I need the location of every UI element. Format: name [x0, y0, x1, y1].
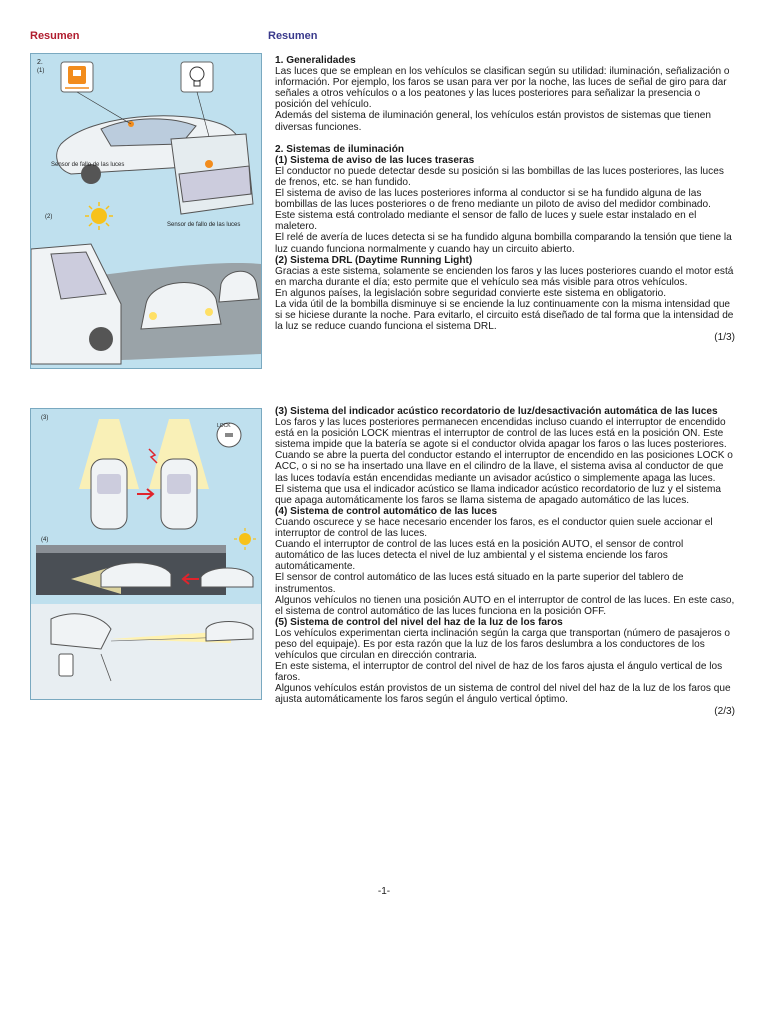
- paragraph: El sistema de aviso de las luces posteriores informa al conductor si se ha fundido alguna de las bombillas de las luces posteriores o de freno mediante un piloto de aviso del medidor combinado.: [275, 188, 711, 211]
- figure-lighting-systems-2: [30, 408, 262, 700]
- paragraph: Las luces que se emplean en los vehículos se clasifican según su utilidad: iluminación, señalización o información. Por ejemplo, los faros se usan para ver por la noche, las luces de señal de giro para dar señales a otros vehículos o a los peatones y las luces posteriores para señalizar la presencia o posición del vehículo.: [275, 66, 730, 111]
- heading-control-automatico: (4) Sistema de control automático de las luces: [275, 505, 498, 517]
- paragraph: El sistema que usa el indicador acústico se llama indicador acústico recordatorio de luz y el sistema que apaga automáticamente los faros se llama sistema de apagado automático de las luces.: [275, 483, 722, 506]
- header-left-title: Resumen: [30, 30, 80, 42]
- paragraph: Este sistema está controlado mediante el sensor de fallo de luces y suele estar instalado en el maletero.: [275, 210, 697, 233]
- figure-lighting-systems-1: [30, 53, 262, 369]
- paragraph: Algunos vehículos no tienen una posición AUTO en el interruptor de control de las luces. En este caso, el sistema de control automático de las luces funciona en la posición OFF.: [275, 594, 735, 617]
- cars-top-view: [79, 419, 209, 529]
- road-scene-drl: [31, 244, 261, 364]
- heading-nivel-haz: (5) Sistema de control del nivel del haz de la luz de los faros: [275, 616, 563, 628]
- paragraph: Gracias a este sistema, solamente se encienden los faros y las luces posteriores cuando el motor está en marcha durante el día; esto permite que el vehículo sea más visible para otros vehículos.: [275, 265, 734, 288]
- bulb-icon: [181, 62, 213, 92]
- figure-item-2: (2): [45, 214, 53, 220]
- tunnel-scene: [36, 545, 253, 595]
- paragraph: El relé de avería de luces detecta si se ha fundido alguna bombilla comparando la tensión que tiene la luz cuando funciona normalmente y cuando hay un circuito abierto.: [275, 232, 732, 255]
- paragraph: Algunos vehículos están provistos de un sistema de control del nivel del haz de la luz de los faros que ajusta automáticamente los faros según el ángulo vertical óptimo.: [275, 683, 731, 706]
- heading-aviso-luces-traseras: (1) Sistema de aviso de las luces traseras: [275, 154, 475, 166]
- paragraph: Cuando el interruptor de control de las luces está en la posición AUTO, el sensor de control automático de las luces detecta el nivel de luz ambiental y el sistema enciende los faros automáticamente.: [275, 539, 684, 573]
- heading-drl: (2) Sistema DRL (Daytime Running Light): [275, 254, 473, 266]
- text-block-1: [275, 55, 735, 343]
- heading-recordatorio-luz: (3) Sistema del indicador acústico recordatorio de luz/desactivación automática de las luces: [275, 406, 718, 417]
- paragraph: En este sistema, el interruptor de control del nivel de haz de los faros ajusta el ángulo vertical de los faros.: [275, 661, 723, 684]
- headlight-leveling-scene: [31, 604, 261, 699]
- footer-page-number: -1-: [377, 886, 391, 897]
- lock-key-icon: [217, 423, 241, 447]
- svg-text:LOCK: LOCK: [217, 423, 231, 429]
- paragraph: La vida útil de la bombilla disminuye si se enciende la luz continuamente con la misma intensidad que si se hiciese durante la noche. Para evitarlo, el circuito está diseñado de tal forma que la intensidad de la luz se reduce cuando funciona el sistema DRL.: [275, 298, 734, 333]
- sun-icon: [234, 528, 256, 550]
- label-sensor-rear: Sensor de fallo de las luces: [167, 222, 241, 228]
- page-indicator: (1/3): [714, 332, 735, 344]
- paragraph: Cuando oscurece y se hace necesario encender los faros, es el conductor quien suele accionar el interruptor de control de las luces.: [275, 516, 713, 540]
- sun-icon: [85, 202, 113, 230]
- warning-lamp-icon: [61, 62, 93, 92]
- figure-item-1: (1): [37, 68, 45, 74]
- heading-generalidades: 1. Generalidades: [275, 55, 356, 66]
- paragraph: Los faros y las luces posteriores permanecen encendidas incluso cuando el interruptor de encendido está en la posición LOCK mientras el interruptor de control de las luces está en la posición ON. Este sistema impide que la batería se agote si el conductor olvida apagar los faros o las luces posteriores. Cuando se abre la puerta del conductor estando el interruptor de encendido en las posiciones LOCK o ACC, o si no se ha insertado una llave en el cilindro de la llave, el sistema avisa al conductor de que las luces todavía están encendidas mediante un avisador acústico o simplemente apaga las luces.: [275, 417, 733, 484]
- trunk-illustration: [171, 134, 253, 214]
- page-indicator: (2/3): [714, 705, 735, 717]
- paragraph: Los vehículos experimentan cierta inclinación según la carga que transportan (número de pasajeros o peso del equipaje). Es por esta razón que la luz de los faros deslumbra a los conductores de los vehículos que circulan en dirección contraria.: [275, 627, 731, 662]
- figure-item-3: (3): [41, 415, 49, 421]
- label-sensor-front: Sensor de fallo de las luces: [51, 162, 125, 168]
- text-block-2: [275, 406, 735, 717]
- paragraph: El sensor de control automático de las luces está situado en la parte superior del tablero de instrumentos.: [275, 572, 684, 595]
- figure-item-4: (4): [41, 537, 49, 543]
- svg-text:2.: 2.: [37, 59, 43, 66]
- paragraph: En algunos países, la legislación sobre seguridad convierte este sistema en obligatorio.: [275, 287, 667, 299]
- paragraph: Además del sistema de iluminación general, los vehículos están provistos de sistemas que tienen diversas funciones.: [275, 110, 711, 133]
- header-right-title: Resumen: [268, 30, 318, 42]
- paragraph: El conductor no puede detectar desde su posición si las bombillas de las luces posteriores, las luces de frenos, etc. se han fundido.: [275, 165, 724, 188]
- heading-sistemas-iluminacion: 2. Sistemas de iluminación: [275, 143, 405, 155]
